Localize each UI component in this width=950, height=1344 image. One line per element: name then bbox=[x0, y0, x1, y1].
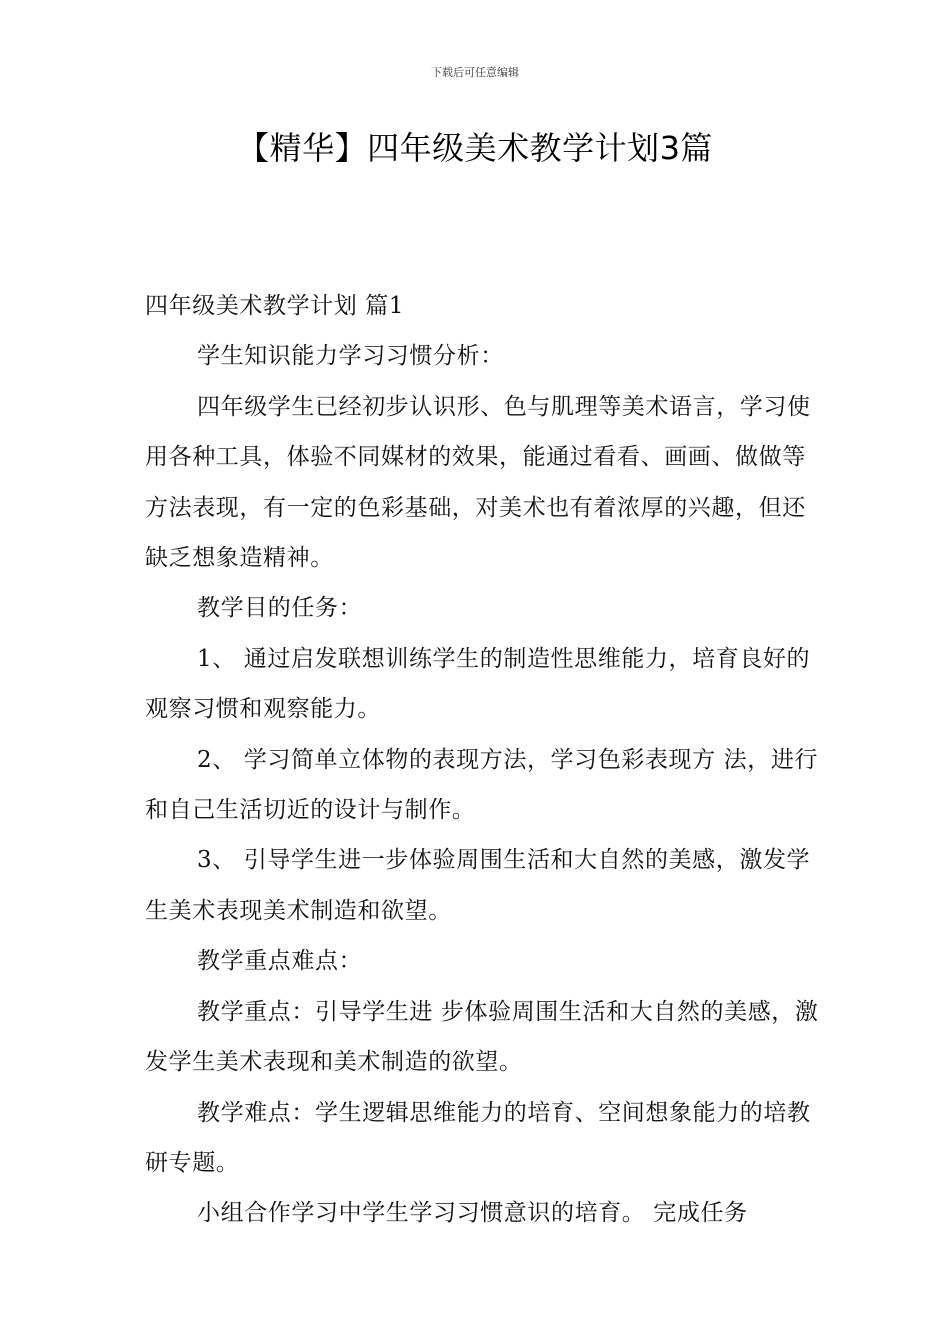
paragraph-objective-2: 2、 学习简单立体物的表现方法，学习色彩表现方 法，进行和自己生活切近的设计与制作。 bbox=[145, 746, 819, 824]
document-body bbox=[145, 281, 825, 1239]
paragraph-key-point: 教学重点：引导学生进 步体验周围生活和大自然的美感，激发学生美术表现和美术制造的欲望。 bbox=[145, 998, 819, 1076]
paragraph-objectives-heading: 教学目的任务： bbox=[197, 595, 363, 622]
paragraph-analysis-heading: 学生知识能力学习习惯分析： bbox=[197, 343, 504, 370]
paragraph-key-points-heading: 教学重点难点： bbox=[197, 948, 363, 975]
section-heading: 四年级美术教学计划 篇1 bbox=[145, 293, 405, 319]
document-title: 【精华】四年级美术教学计划3篇 bbox=[237, 129, 713, 167]
paragraph-objective-1: 1、 通过启发联想训练学生的制造性思维能力，培育良好的观察习惯和观察能力。 bbox=[145, 645, 811, 723]
paragraph-difficult-point: 教学难点：学生逻辑思维能力的培育、空间想象能力的培教研专题。 bbox=[145, 1099, 811, 1176]
paragraph-objective-3: 3、 引导学生进一步体验周围生活和大自然的美感，激发学生美术表现美术制造和欲望。 bbox=[145, 847, 811, 924]
paragraph-student-analysis: 四年级学生已经初步认识形、色与肌理等美术语言，学习使用各种工具，体验不同媒材的效果，能通过看看、画画、做做等方法表现，有一定的色彩基础，对美术也有着浓厚的兴趣，但还缺乏想象造精神。 bbox=[145, 393, 811, 572]
header-note: 下载后可任意编辑 bbox=[431, 66, 519, 79]
paragraph-group-learning: 小组合作学习中学生学习习惯意识的培育。 完成任务 bbox=[197, 1200, 748, 1227]
